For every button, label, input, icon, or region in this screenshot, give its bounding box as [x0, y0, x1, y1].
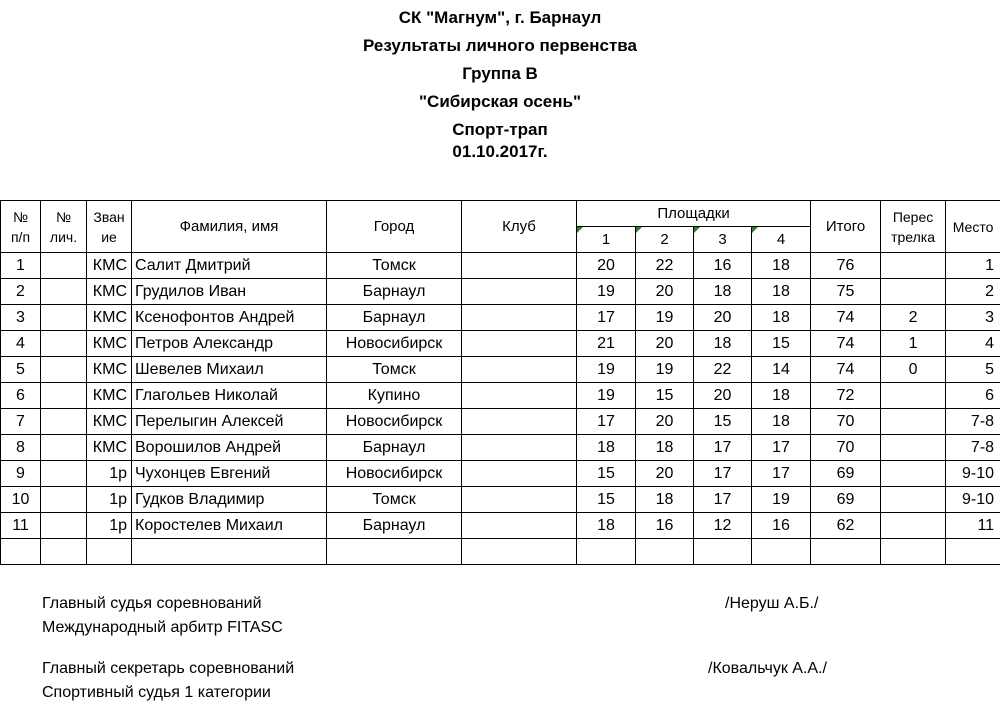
cell-lic	[41, 357, 87, 383]
cell-p3: 12	[694, 513, 752, 539]
table-row	[1, 331, 1000, 357]
cell-shootoff: 2	[881, 305, 946, 331]
col-header-club: Клуб	[462, 201, 577, 253]
col-header-city: Город	[327, 201, 462, 253]
cell-lic	[41, 331, 87, 357]
cell-p3: 15	[694, 409, 752, 435]
col-header-platform-1: 1	[577, 227, 636, 253]
cell-city: Барнаул	[327, 305, 462, 331]
cell-p3: 22	[694, 357, 752, 383]
col-header-rank: Зван ие	[87, 201, 132, 253]
cell-shootoff	[881, 383, 946, 409]
table-row	[1, 409, 1000, 435]
cell-place: 4	[946, 331, 1000, 357]
cell-name: Грудилов Иван	[132, 279, 327, 305]
cell-num: 8	[1, 435, 41, 461]
table-row	[1, 383, 1000, 409]
cell-club	[462, 409, 577, 435]
cell-rank: 1р	[87, 461, 132, 487]
cell-city: Томск	[327, 253, 462, 279]
discipline-title: Спорт-трап	[452, 120, 548, 139]
cell-num: 5	[1, 357, 41, 383]
cell-p1: 17	[577, 409, 636, 435]
cell-p4: 18	[752, 383, 811, 409]
cell-p2: 18	[636, 435, 694, 461]
cell-total: 69	[811, 461, 881, 487]
secretary-subtitle: Спортивный судья 1 категории	[42, 684, 271, 701]
cell-p3: 17	[694, 461, 752, 487]
table-row	[1, 461, 1000, 487]
cell-club	[462, 331, 577, 357]
col-header-lic: № лич.	[41, 201, 87, 253]
cell-p4	[752, 539, 811, 565]
cell-lic	[41, 253, 87, 279]
cell-p3: 17	[694, 435, 752, 461]
cell-p2: 15	[636, 383, 694, 409]
cell-p3: 18	[694, 331, 752, 357]
col-header-platform-3: 3	[694, 227, 752, 253]
cell-p1: 15	[577, 487, 636, 513]
cell-club	[462, 513, 577, 539]
table-row	[1, 539, 1000, 565]
cell-p4: 18	[752, 253, 811, 279]
judge-subtitle: Международный арбитр FITASC	[42, 619, 283, 636]
cell-rank: КМС	[87, 279, 132, 305]
col-header-name: Фамилия, имя	[132, 201, 327, 253]
cell-lic	[41, 305, 87, 331]
cell-name: Шевелев Михаил	[132, 357, 327, 383]
cell-p3: 20	[694, 305, 752, 331]
cell-city: Новосибирск	[327, 461, 462, 487]
col-header-place: Место	[946, 201, 1000, 253]
cell-p2: 20	[636, 461, 694, 487]
cell-lic	[41, 539, 87, 565]
cell-p3: 16	[694, 253, 752, 279]
table-row	[1, 279, 1000, 305]
cell-num: 6	[1, 383, 41, 409]
cell-total: 74	[811, 331, 881, 357]
cell-p2: 20	[636, 279, 694, 305]
cell-total: 74	[811, 305, 881, 331]
cell-p4: 18	[752, 279, 811, 305]
cell-shootoff	[881, 279, 946, 305]
cell-p2: 19	[636, 305, 694, 331]
cell-p1: 21	[577, 331, 636, 357]
cell-rank	[87, 539, 132, 565]
cell-shootoff	[881, 409, 946, 435]
cell-num: 9	[1, 461, 41, 487]
cell-p3: 20	[694, 383, 752, 409]
cell-p3	[694, 539, 752, 565]
cell-num	[1, 539, 41, 565]
cell-rank: КМС	[87, 383, 132, 409]
col-header-total: Итого	[811, 201, 881, 253]
cell-club	[462, 305, 577, 331]
cell-p4: 18	[752, 305, 811, 331]
cell-place: 7-8	[946, 435, 1000, 461]
col-header-platform-4: 4	[752, 227, 811, 253]
cell-name: Коростелев Михаил	[132, 513, 327, 539]
cell-name: Глагольев Николай	[132, 383, 327, 409]
cell-total: 62	[811, 513, 881, 539]
cell-p1: 19	[577, 279, 636, 305]
cell-lic	[41, 279, 87, 305]
cell-total: 75	[811, 279, 881, 305]
cell-club	[462, 539, 577, 565]
cell-club	[462, 487, 577, 513]
cell-rank: КМС	[87, 435, 132, 461]
cell-rank: КМС	[87, 331, 132, 357]
cell-lic	[41, 409, 87, 435]
results-table	[0, 200, 1000, 565]
cell-place: 5	[946, 357, 1000, 383]
cell-total: 70	[811, 435, 881, 461]
cell-shootoff	[881, 435, 946, 461]
cell-rank: КМС	[87, 357, 132, 383]
cell-num: 2	[1, 279, 41, 305]
results-title: Результаты личного первенства	[363, 36, 637, 55]
cell-place: 9-10	[946, 487, 1000, 513]
footer-judge	[42, 592, 819, 640]
cell-rank: КМС	[87, 253, 132, 279]
cell-place: 11	[946, 513, 1000, 539]
cell-p1: 19	[577, 383, 636, 409]
cell-club	[462, 279, 577, 305]
results-body	[1, 253, 1000, 565]
cell-num: 4	[1, 331, 41, 357]
cell-rank: КМС	[87, 409, 132, 435]
cell-p3: 17	[694, 487, 752, 513]
cell-shootoff	[881, 461, 946, 487]
cell-place: 6	[946, 383, 1000, 409]
cell-city: Томск	[327, 487, 462, 513]
cell-city	[327, 539, 462, 565]
cell-rank: КМС	[87, 305, 132, 331]
cell-lic	[41, 435, 87, 461]
cell-total: 74	[811, 357, 881, 383]
cell-name	[132, 539, 327, 565]
cell-p3: 18	[694, 279, 752, 305]
cell-shootoff: 1	[881, 331, 946, 357]
cell-p4: 15	[752, 331, 811, 357]
cell-shootoff	[881, 539, 946, 565]
cell-name: Перелыгин Алексей	[132, 409, 327, 435]
cell-p1: 17	[577, 305, 636, 331]
cell-city: Новосибирск	[327, 331, 462, 357]
cell-p1	[577, 539, 636, 565]
cell-p1: 18	[577, 435, 636, 461]
cell-name: Ворошилов Андрей	[132, 435, 327, 461]
cell-p1: 18	[577, 513, 636, 539]
cell-name: Салит Дмитрий	[132, 253, 327, 279]
cell-p1: 15	[577, 461, 636, 487]
competition-title: "Сибирская осень"	[418, 92, 582, 111]
cell-p1: 20	[577, 253, 636, 279]
cell-p2	[636, 539, 694, 565]
cell-lic	[41, 487, 87, 513]
cell-p4: 17	[752, 461, 811, 487]
cell-p4: 17	[752, 435, 811, 461]
table-row	[1, 253, 1000, 279]
cell-lic	[41, 513, 87, 539]
cell-club	[462, 383, 577, 409]
cell-club	[462, 435, 577, 461]
cell-city: Барнаул	[327, 279, 462, 305]
cell-club	[462, 357, 577, 383]
cell-city: Купино	[327, 383, 462, 409]
cell-city: Барнаул	[327, 435, 462, 461]
cell-total	[811, 539, 881, 565]
cell-num: 7	[1, 409, 41, 435]
cell-p4: 18	[752, 409, 811, 435]
cell-shootoff: 0	[881, 357, 946, 383]
col-header-shootoff: Перес трелка	[881, 201, 946, 253]
group-title: Группа В	[462, 64, 538, 83]
cell-num: 10	[1, 487, 41, 513]
cell-name: Гудков Владимир	[132, 487, 327, 513]
cell-p4: 14	[752, 357, 811, 383]
cell-place: 3	[946, 305, 1000, 331]
secretary-title: Главный секретарь соревнований	[42, 660, 295, 677]
cell-total: 72	[811, 383, 881, 409]
organizer-title: СК "Магнум", г. Барнаул	[398, 8, 602, 27]
cell-p4: 16	[752, 513, 811, 539]
cell-place	[946, 539, 1000, 565]
cell-rank: 1р	[87, 513, 132, 539]
cell-p2: 18	[636, 487, 694, 513]
cell-name: Чухонцев Евгений	[132, 461, 327, 487]
cell-p2: 22	[636, 253, 694, 279]
cell-p1: 19	[577, 357, 636, 383]
cell-shootoff	[881, 487, 946, 513]
document-header	[0, 4, 1000, 166]
cell-city: Новосибирск	[327, 409, 462, 435]
table-row	[1, 487, 1000, 513]
table-row	[1, 305, 1000, 331]
cell-name: Петров Александр	[132, 331, 327, 357]
cell-total: 69	[811, 487, 881, 513]
cell-place: 7-8	[946, 409, 1000, 435]
cell-p4: 19	[752, 487, 811, 513]
cell-lic	[41, 383, 87, 409]
cell-num: 11	[1, 513, 41, 539]
col-header-platforms: Площадки	[577, 201, 811, 227]
cell-shootoff	[881, 513, 946, 539]
cell-city: Томск	[327, 357, 462, 383]
cell-p2: 20	[636, 409, 694, 435]
cell-lic	[41, 461, 87, 487]
cell-club	[462, 461, 577, 487]
cell-name: Ксенофонтов Андрей	[132, 305, 327, 331]
cell-shootoff	[881, 253, 946, 279]
secretary-signature: /Ковальчук А.А./	[708, 660, 827, 677]
col-header-num: № п/п	[1, 201, 41, 253]
cell-place: 9-10	[946, 461, 1000, 487]
cell-p2: 19	[636, 357, 694, 383]
table-row	[1, 513, 1000, 539]
col-header-platform-2: 2	[636, 227, 694, 253]
cell-city: Барнаул	[327, 513, 462, 539]
judge-signature: /Неруш А.Б./	[725, 595, 819, 612]
cell-place: 2	[946, 279, 1000, 305]
cell-total: 76	[811, 253, 881, 279]
cell-total: 70	[811, 409, 881, 435]
cell-p2: 16	[636, 513, 694, 539]
competition-date: 01.10.2017г.	[452, 142, 548, 161]
cell-place: 1	[946, 253, 1000, 279]
cell-club	[462, 253, 577, 279]
judge-title: Главный судья соревнований	[42, 595, 262, 612]
cell-p2: 20	[636, 331, 694, 357]
cell-num: 1	[1, 253, 41, 279]
table-row	[1, 357, 1000, 383]
cell-num: 3	[1, 305, 41, 331]
footer-secretary	[42, 657, 827, 705]
cell-rank: 1р	[87, 487, 132, 513]
table-row	[1, 435, 1000, 461]
